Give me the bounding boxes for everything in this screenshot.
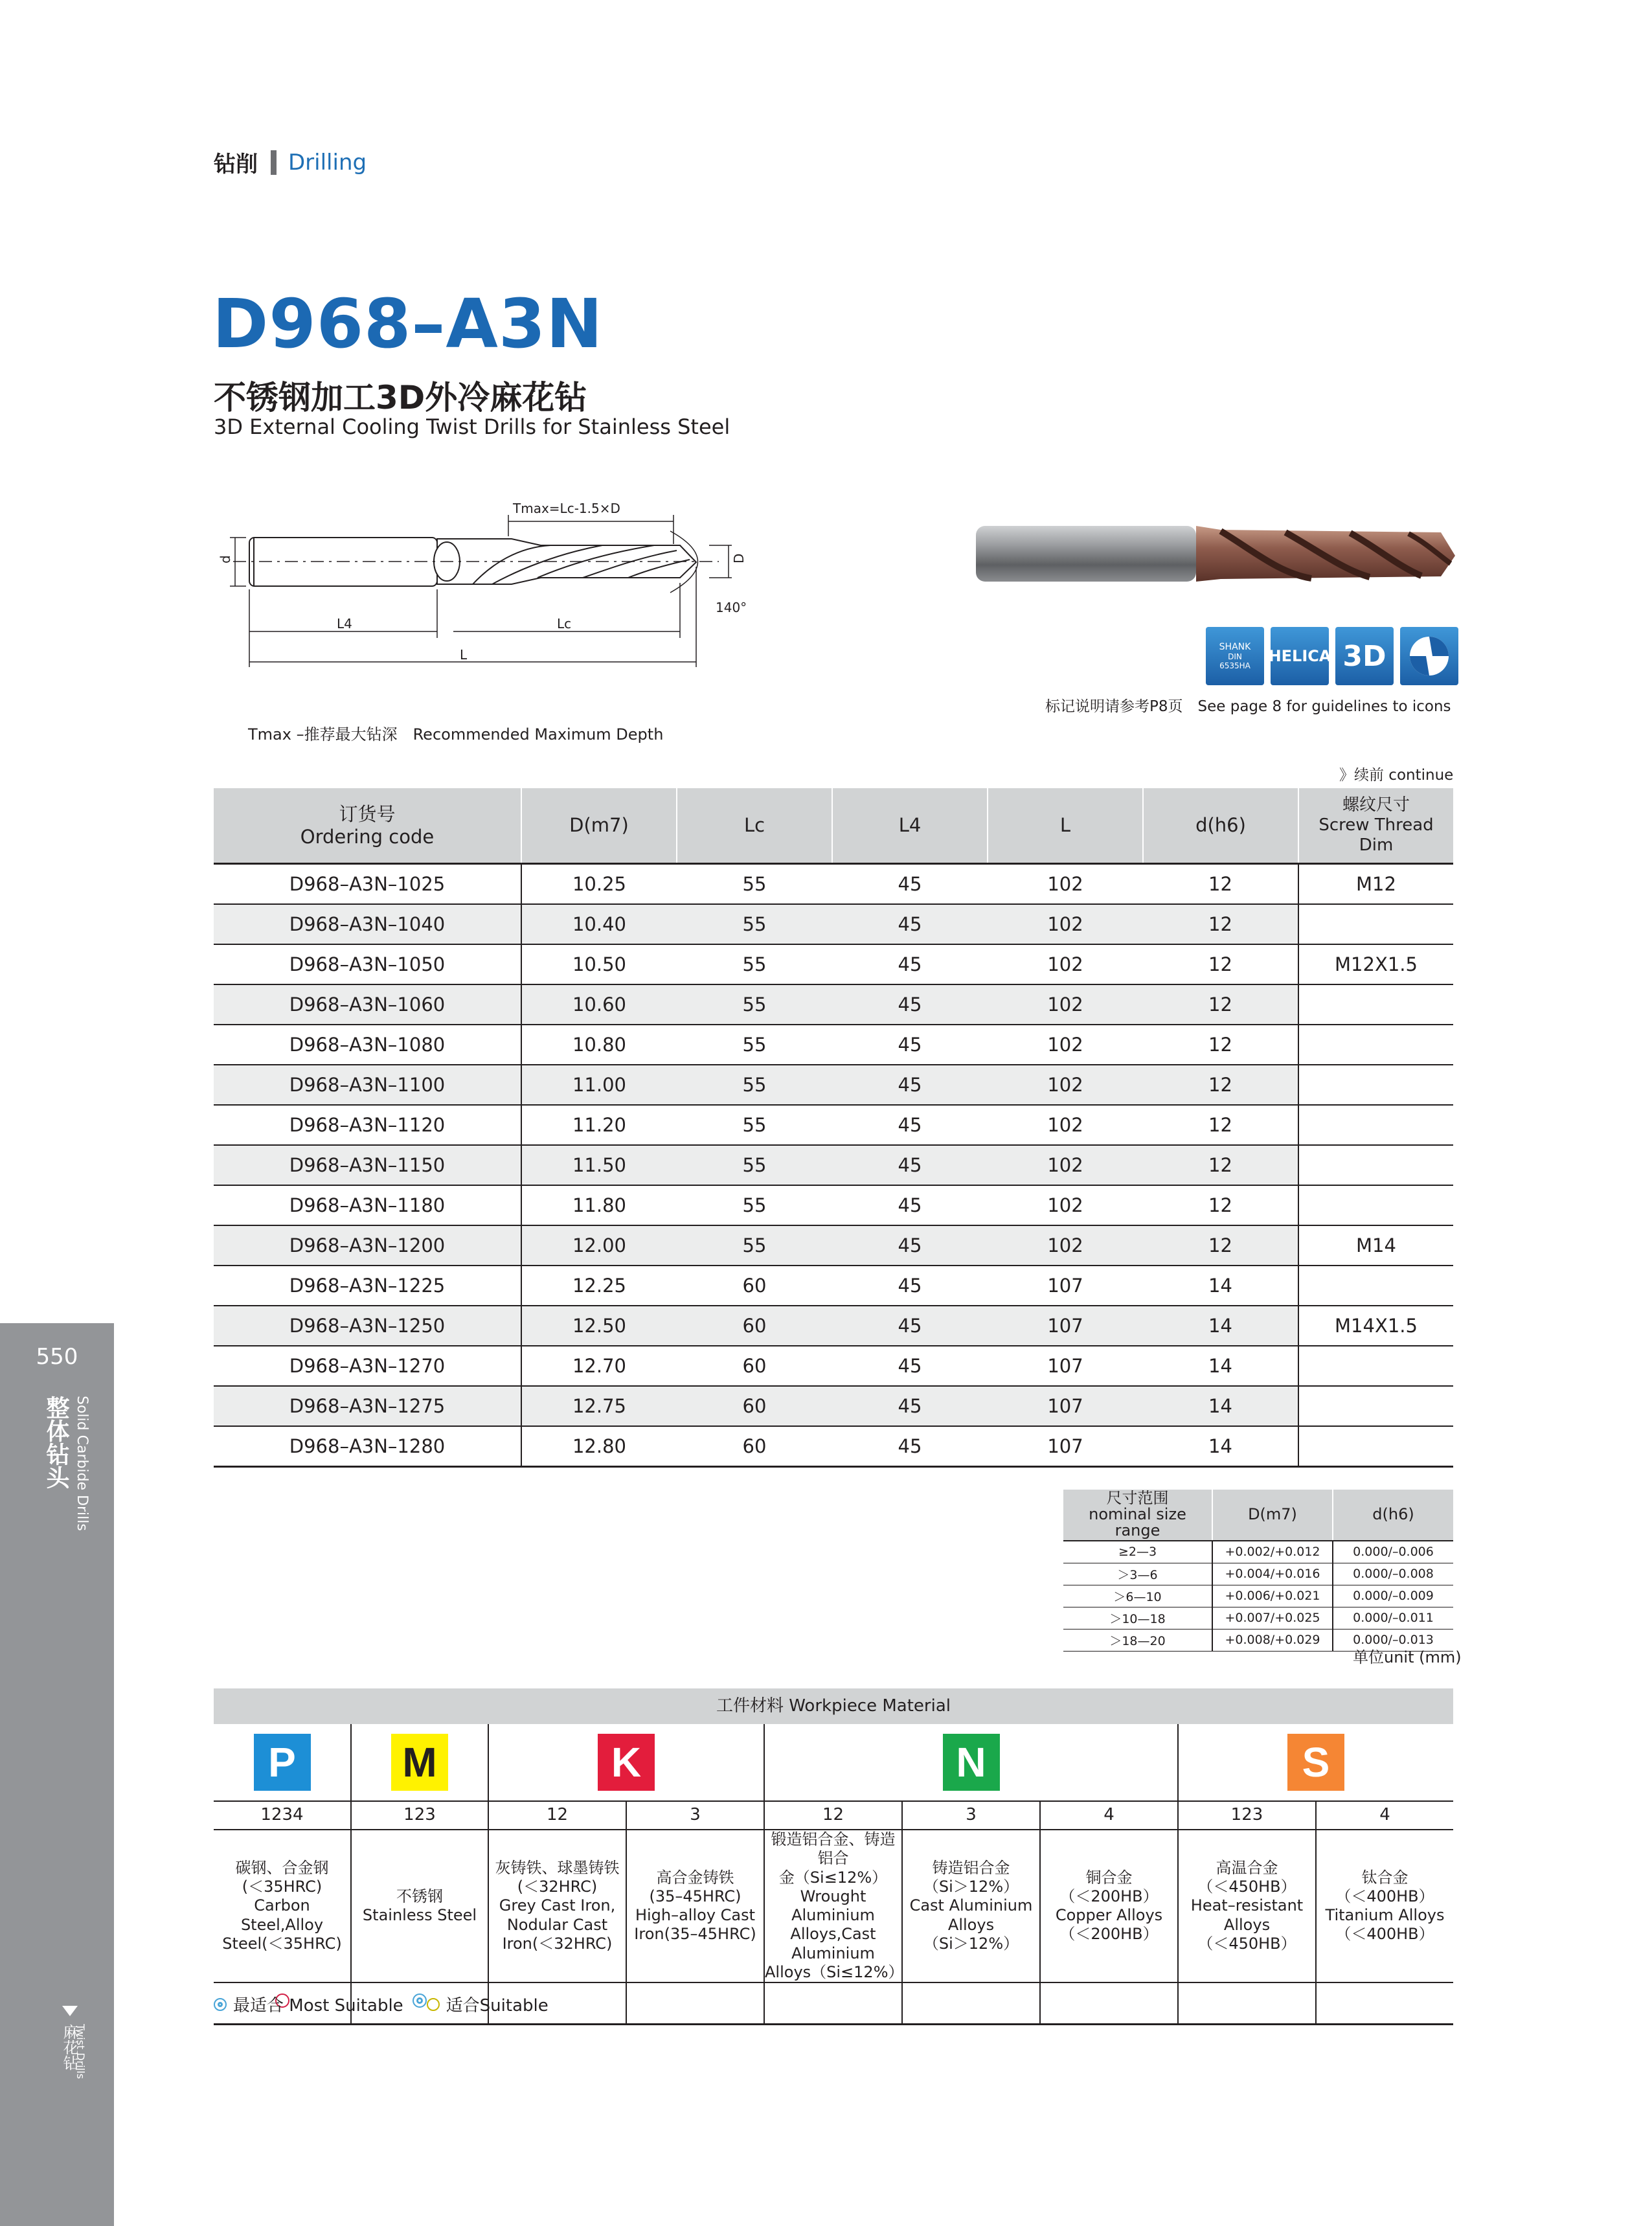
table-row [214,1266,1453,1306]
table-cell: 102 [988,864,1143,905]
suitability-cell [1040,1982,1178,2025]
helica-label: HELICA [1268,647,1331,665]
table-cell: 107 [988,1346,1143,1386]
tolerance-cell: ＞6—10 [1063,1585,1212,1607]
table-cell: 102 [988,1025,1143,1065]
table-cell: 12 [1143,864,1298,905]
table-cell: 45 [832,1346,988,1386]
drill-diagram [214,492,771,687]
material-desc-line: 铜合金 [1085,1868,1133,1887]
table-cell: 60 [677,1426,832,1467]
flute-icon [1400,627,1458,685]
material-desc-line: Titanium Alloys [1325,1906,1445,1925]
table-cell: 12 [1143,1185,1298,1225]
table-row [214,1386,1453,1426]
table-cell [1298,984,1453,1025]
grade-cell: 1234 [214,1801,351,1830]
ordering-code-cell: D968–A3N–1180 [214,1185,521,1225]
tolerance-cell: +0.004/+0.016 [1212,1563,1333,1585]
tolerance-cell: 0.000/–0.008 [1333,1563,1453,1585]
material-desc-line: Alloys [1223,1915,1271,1934]
table-cell [1298,1185,1453,1225]
dim-angle: 140° [716,600,747,615]
legend [214,1992,549,2016]
icon-note: 标记说明请参考P8页 See page 8 for guidelines to icons [1045,698,1451,715]
ordering-code-cell: D968–A3N–1060 [214,984,521,1025]
dim-L4: L4 [337,616,352,631]
legend-suitable: 适合Suitable [446,1996,549,2016]
table-cell: 10.40 [521,904,677,944]
table-cell: 102 [988,1185,1143,1225]
material-desc-line: 铸造铝合金 [932,1858,1010,1877]
suitability-cell [764,1982,902,2025]
tol-header-d: d(h6) [1333,1490,1453,1541]
material-desc-line: （Si＞12%） [923,1878,1019,1896]
table-cell: 102 [988,1105,1143,1145]
table-cell: 12.50 [521,1306,677,1346]
material-desc-cell [764,1830,902,1982]
group-S-badge: S [1287,1734,1344,1791]
table-cell: 11.20 [521,1105,677,1145]
table-cell: 14 [1143,1386,1298,1426]
material-desc-line: 钛合金 [1361,1868,1409,1887]
section-en: Solid Carbide Drills [74,1396,90,1531]
most-suitable-symbol [214,1998,227,2011]
table-cell: 14 [1143,1426,1298,1467]
table-row [214,1025,1453,1065]
ordering-code-cell: D968–A3N–1200 [214,1225,521,1266]
grade-row [214,1801,1453,1830]
table-cell: 55 [677,1025,832,1065]
material-desc-line: Carbon [254,1896,310,1915]
flute-cross-section-icon [1407,633,1452,679]
material-desc-cell [214,1830,351,1982]
table-cell: 12.25 [521,1266,677,1306]
subsection-en: Twist Drills [74,2024,87,2079]
table-cell: 45 [832,1306,988,1346]
ordering-code-cell: D968–A3N–1120 [214,1105,521,1145]
material-desc-line: Nodular Cast [506,1915,608,1934]
table-row [214,944,1453,984]
table-cell: 12.70 [521,1346,677,1386]
continue-note: 》续前 continue [1339,767,1454,784]
table-cell: 11.00 [521,1065,677,1105]
tolerance-cell: ＞10—18 [1063,1607,1212,1629]
header-D: D(m7) [521,788,677,864]
table-row [214,1185,1453,1225]
table-cell: 60 [677,1386,832,1426]
table-row [214,1426,1453,1467]
table-cell [1298,1025,1453,1065]
din-label: DIN [1228,652,1242,661]
tolerance-cell: +0.008/+0.029 [1212,1629,1333,1651]
group-M-cell [351,1724,488,1801]
table-cell: 10.25 [521,864,677,905]
ordering-code-cell: D968–A3N–1050 [214,944,521,984]
subtitle-en: 3D External Cooling Twist Drills for Stainless Steel [214,415,730,439]
table-cell: M14X1.5 [1298,1306,1453,1346]
table-cell: 12.00 [521,1225,677,1266]
drill-photo [975,512,1460,602]
tolerance-cell: +0.002/+0.012 [1212,1541,1333,1563]
table-cell: 55 [677,864,832,905]
tolerance-cell: +0.007/+0.025 [1212,1607,1333,1629]
material-desc-line: 锻造铝合金、铸造铝合 [771,1830,896,1868]
table-cell: 12.80 [521,1426,677,1467]
table-cell [1298,1065,1453,1105]
table-cell: 12 [1143,984,1298,1025]
section-zh: 整体钻头 [43,1396,69,1489]
legend-most: 最适合 Most Suitable [233,1996,403,2016]
table-row [214,864,1453,905]
shank-din-icon [1206,627,1264,685]
table-cell: 45 [832,1266,988,1306]
table-cell [1298,904,1453,944]
table-cell: 102 [988,984,1143,1025]
material-desc-cell [1178,1830,1316,1982]
material-desc-cell [1040,1830,1178,1982]
group-N-cell [764,1724,1178,1801]
material-group-row [214,1724,1453,1801]
group-M-badge: M [391,1734,448,1791]
table-cell: 12 [1143,1025,1298,1065]
material-desc-line: （＜400HB） [1335,1887,1434,1905]
table-cell: 102 [988,944,1143,984]
grade-cell: 4 [1316,1801,1453,1830]
shank-label: SHANK [1219,642,1251,652]
grade-cell: 3 [626,1801,764,1830]
table-cell: 12.75 [521,1386,677,1426]
material-desc-line: （＜450HB） [1197,1878,1296,1896]
dim-d: d [218,555,233,563]
table-cell: 55 [677,1065,832,1105]
workpiece-header: 工件材料 Workpiece Material [214,1688,1453,1724]
table-cell: 55 [677,984,832,1025]
table-cell: 10.60 [521,984,677,1025]
tolerance-cell: ＞3—6 [1063,1563,1212,1585]
tolerance-cell: ＞18—20 [1063,1629,1212,1651]
material-desc-line: 高温合金 [1216,1858,1278,1877]
table-row [214,1346,1453,1386]
table-cell: 45 [832,1225,988,1266]
tolerance-row [1063,1541,1453,1563]
grade-cell: 3 [902,1801,1040,1830]
ordering-code-cell: D968–A3N–1100 [214,1065,521,1105]
dim-D: D [731,553,747,563]
helica-icon [1268,627,1331,685]
table-cell: 45 [832,1386,988,1426]
tolerance-cell: 0.000/–0.009 [1333,1585,1453,1607]
material-desc-line: Grey Cast Iron, [499,1896,616,1915]
suitability-cell [626,1982,764,2025]
table-cell: 45 [832,1025,988,1065]
table-cell: 107 [988,1306,1143,1346]
table-cell: 45 [832,1185,988,1225]
table-cell: 60 [677,1266,832,1306]
tolerance-cell: 0.000/–0.006 [1333,1541,1453,1563]
table-cell: 45 [832,1426,988,1467]
material-desc-cell [902,1830,1040,1982]
breadcrumb-zh: 钻削 [214,152,258,177]
din-code-label: 6535HA [1219,661,1250,670]
table-cell: 102 [988,904,1143,944]
3d-label: 3D [1342,639,1386,673]
material-desc-line: Steel(＜35HRC) [222,1934,342,1953]
header-L: L [988,788,1143,864]
table-cell: 12 [1143,1065,1298,1105]
feature-icons [1206,627,1458,685]
header-ordering-code: 订货号 Ordering code [214,788,521,864]
dim-L: L [460,647,468,663]
material-desc-line: Cast Aluminium [909,1896,1033,1915]
tolerance-cell: 0.000/–0.013 [1333,1629,1453,1651]
table-row [214,904,1453,944]
ordering-code-cell: D968–A3N–1270 [214,1346,521,1386]
table-cell: 55 [677,904,832,944]
tmax-note: Tmax –推荐最大钻深 Recommended Maximum Depth [248,725,664,744]
grade-cell: 12 [764,1801,902,1830]
material-desc-line: （Si＞12%） [923,1934,1019,1953]
table-cell: 45 [832,944,988,984]
table-cell: 14 [1143,1266,1298,1306]
grade-cell: 123 [1178,1801,1316,1830]
material-desc-line: Heat–resistant [1190,1896,1304,1915]
table-header-row [214,788,1453,864]
workpiece-table [214,1724,1453,2025]
header-d: d(h6) [1143,788,1298,864]
material-desc-line: (＜32HRC) [517,1878,598,1896]
table-cell: 45 [832,1065,988,1105]
suitability-cell [1316,1982,1453,2025]
table-cell: 102 [988,1145,1143,1185]
material-desc-line: 碳钢、合金钢 [235,1858,329,1877]
table-cell [1298,1266,1453,1306]
tolerance-cell: +0.006/+0.021 [1212,1585,1333,1607]
material-desc-line: （＜200HB） [1059,1887,1159,1905]
table-cell [1298,1105,1453,1145]
table-cell: 102 [988,1225,1143,1266]
table-cell [1298,1386,1453,1426]
table-row [214,1065,1453,1105]
table-cell: 10.80 [521,1025,677,1065]
table-cell: 45 [832,984,988,1025]
suitability-cell [902,1982,1040,2025]
ordering-code-cell: D968–A3N–1225 [214,1266,521,1306]
material-desc-row [214,1830,1453,1982]
tolerance-row [1063,1563,1453,1585]
table-cell: 45 [832,1145,988,1185]
group-S-cell [1178,1724,1453,1801]
ordering-code-cell: D968–A3N–1150 [214,1145,521,1185]
suitability-cell [1178,1982,1316,2025]
tol-header-range: 尺寸范围 nominal size range [1063,1490,1212,1541]
tolerance-table [1063,1490,1453,1652]
table-cell: 14 [1143,1346,1298,1386]
table-cell: 12 [1143,1145,1298,1185]
table-cell: 107 [988,1266,1143,1306]
breadcrumb [214,146,367,178]
material-desc-line: Copper Alloys [1055,1906,1163,1925]
table-cell: 55 [677,1185,832,1225]
table-cell: 60 [677,1346,832,1386]
unit-note: 单位unit (mm) [1353,1648,1462,1666]
tmax-formula: Tmax=Lc-1.5×D [513,501,620,516]
subtitle-zh: 不锈钢加工3D外冷麻花钻 [214,379,587,416]
material-desc-line: 灰铸铁、球墨铸铁 [495,1858,620,1877]
table-cell: 102 [988,1065,1143,1105]
material-desc-cell [1316,1830,1453,1982]
dim-Lc: Lc [557,616,572,631]
table-cell: 11.50 [521,1145,677,1185]
group-P-cell [214,1724,351,1801]
ordering-code-cell: D968–A3N–1275 [214,1386,521,1426]
breadcrumb-divider [271,150,277,175]
product-table [214,788,1453,1468]
product-title: D968–A3N [212,284,604,363]
3d-icon [1335,627,1394,685]
page-number: 550 [36,1344,78,1370]
material-desc-line: (35–45HRC) [649,1887,741,1905]
table-cell: 12 [1143,1225,1298,1266]
material-desc-line: High–alloy Cast [635,1906,756,1925]
material-desc-line: Iron(35–45HRC) [634,1925,756,1944]
group-K-cell [488,1724,764,1801]
table-row [214,1105,1453,1145]
material-desc-line: （＜200HB） [1059,1925,1159,1944]
table-cell: M12 [1298,864,1453,905]
table-cell: 14 [1143,1306,1298,1346]
table-row [214,1306,1453,1346]
table-cell: 55 [677,1145,832,1185]
ordering-code-cell: D968–A3N–1280 [214,1426,521,1467]
tolerance-cell: 0.000/–0.011 [1333,1607,1453,1629]
down-arrow-icon [62,2006,78,2016]
tolerance-row [1063,1607,1453,1629]
suitable-symbol [427,1998,440,2011]
table-cell: 45 [832,904,988,944]
ordering-code-cell: D968–A3N–1025 [214,864,521,905]
material-desc-cell [351,1830,488,1982]
table-cell: 107 [988,1386,1143,1426]
table-cell: 10.50 [521,944,677,984]
material-desc-line: 不锈钢 [396,1887,443,1905]
table-cell: 55 [677,1225,832,1266]
ordering-code-cell: D968–A3N–1040 [214,904,521,944]
table-cell: 60 [677,1306,832,1346]
table-cell: 11.80 [521,1185,677,1225]
table-cell: M12X1.5 [1298,944,1453,984]
group-P-badge: P [254,1734,311,1791]
table-cell: 55 [677,944,832,984]
table-cell: 107 [988,1426,1143,1467]
table-cell: 12 [1143,944,1298,984]
header-L4: L4 [832,788,988,864]
group-N-badge: N [943,1734,1000,1791]
table-row [214,984,1453,1025]
ordering-code-cell: D968–A3N–1250 [214,1306,521,1346]
ordering-code-cell: D968–A3N–1080 [214,1025,521,1065]
header-thread: 螺纹尺寸 Screw Thread Dim [1298,788,1453,864]
material-desc-line: （＜400HB） [1335,1925,1434,1944]
material-desc-cell [626,1830,764,1982]
material-desc-line: (＜35HRC) [242,1878,322,1896]
subsection-zh: 麻花钻 [60,2024,78,2071]
header-Lc: Lc [677,788,832,864]
table-cell: 12 [1143,1105,1298,1145]
tolerance-cell: ≥2—3 [1063,1541,1212,1563]
grade-cell: 12 [488,1801,626,1830]
table-cell: 55 [677,1105,832,1145]
material-desc-line: Wrought Aluminium [791,1887,875,1925]
material-desc-cell [488,1830,626,1982]
table-row [214,1225,1453,1266]
material-desc-line: Alloys（Si≤12%） [765,1962,904,1981]
material-desc-line: Alloys [947,1915,995,1934]
table-cell: 45 [832,864,988,905]
group-K-badge: K [598,1734,655,1791]
breadcrumb-en: Drilling [288,149,367,176]
material-desc-line: Stainless Steel [362,1906,477,1925]
table-cell: 12 [1143,904,1298,944]
material-desc-line: 金（Si≤12%） [778,1868,888,1887]
table-cell: M14 [1298,1225,1453,1266]
grade-cell: 123 [351,1801,488,1830]
material-desc-line: Alloys,Cast Aluminium [790,1925,876,1962]
material-desc-line: Iron(＜32HRC) [502,1934,613,1953]
material-desc-line: （＜450HB） [1197,1934,1296,1953]
material-desc-line: 高合金铸铁 [656,1868,734,1887]
table-cell [1298,1346,1453,1386]
tolerance-row [1063,1585,1453,1607]
table-cell [1298,1426,1453,1467]
table-cell [1298,1145,1453,1185]
table-row [214,1145,1453,1185]
table-cell: 45 [832,1105,988,1145]
grade-cell: 4 [1040,1801,1178,1830]
tolerance-header-row [1063,1490,1453,1541]
material-desc-line: Steel,Alloy [240,1915,324,1934]
tol-header-D: D(m7) [1212,1490,1333,1541]
